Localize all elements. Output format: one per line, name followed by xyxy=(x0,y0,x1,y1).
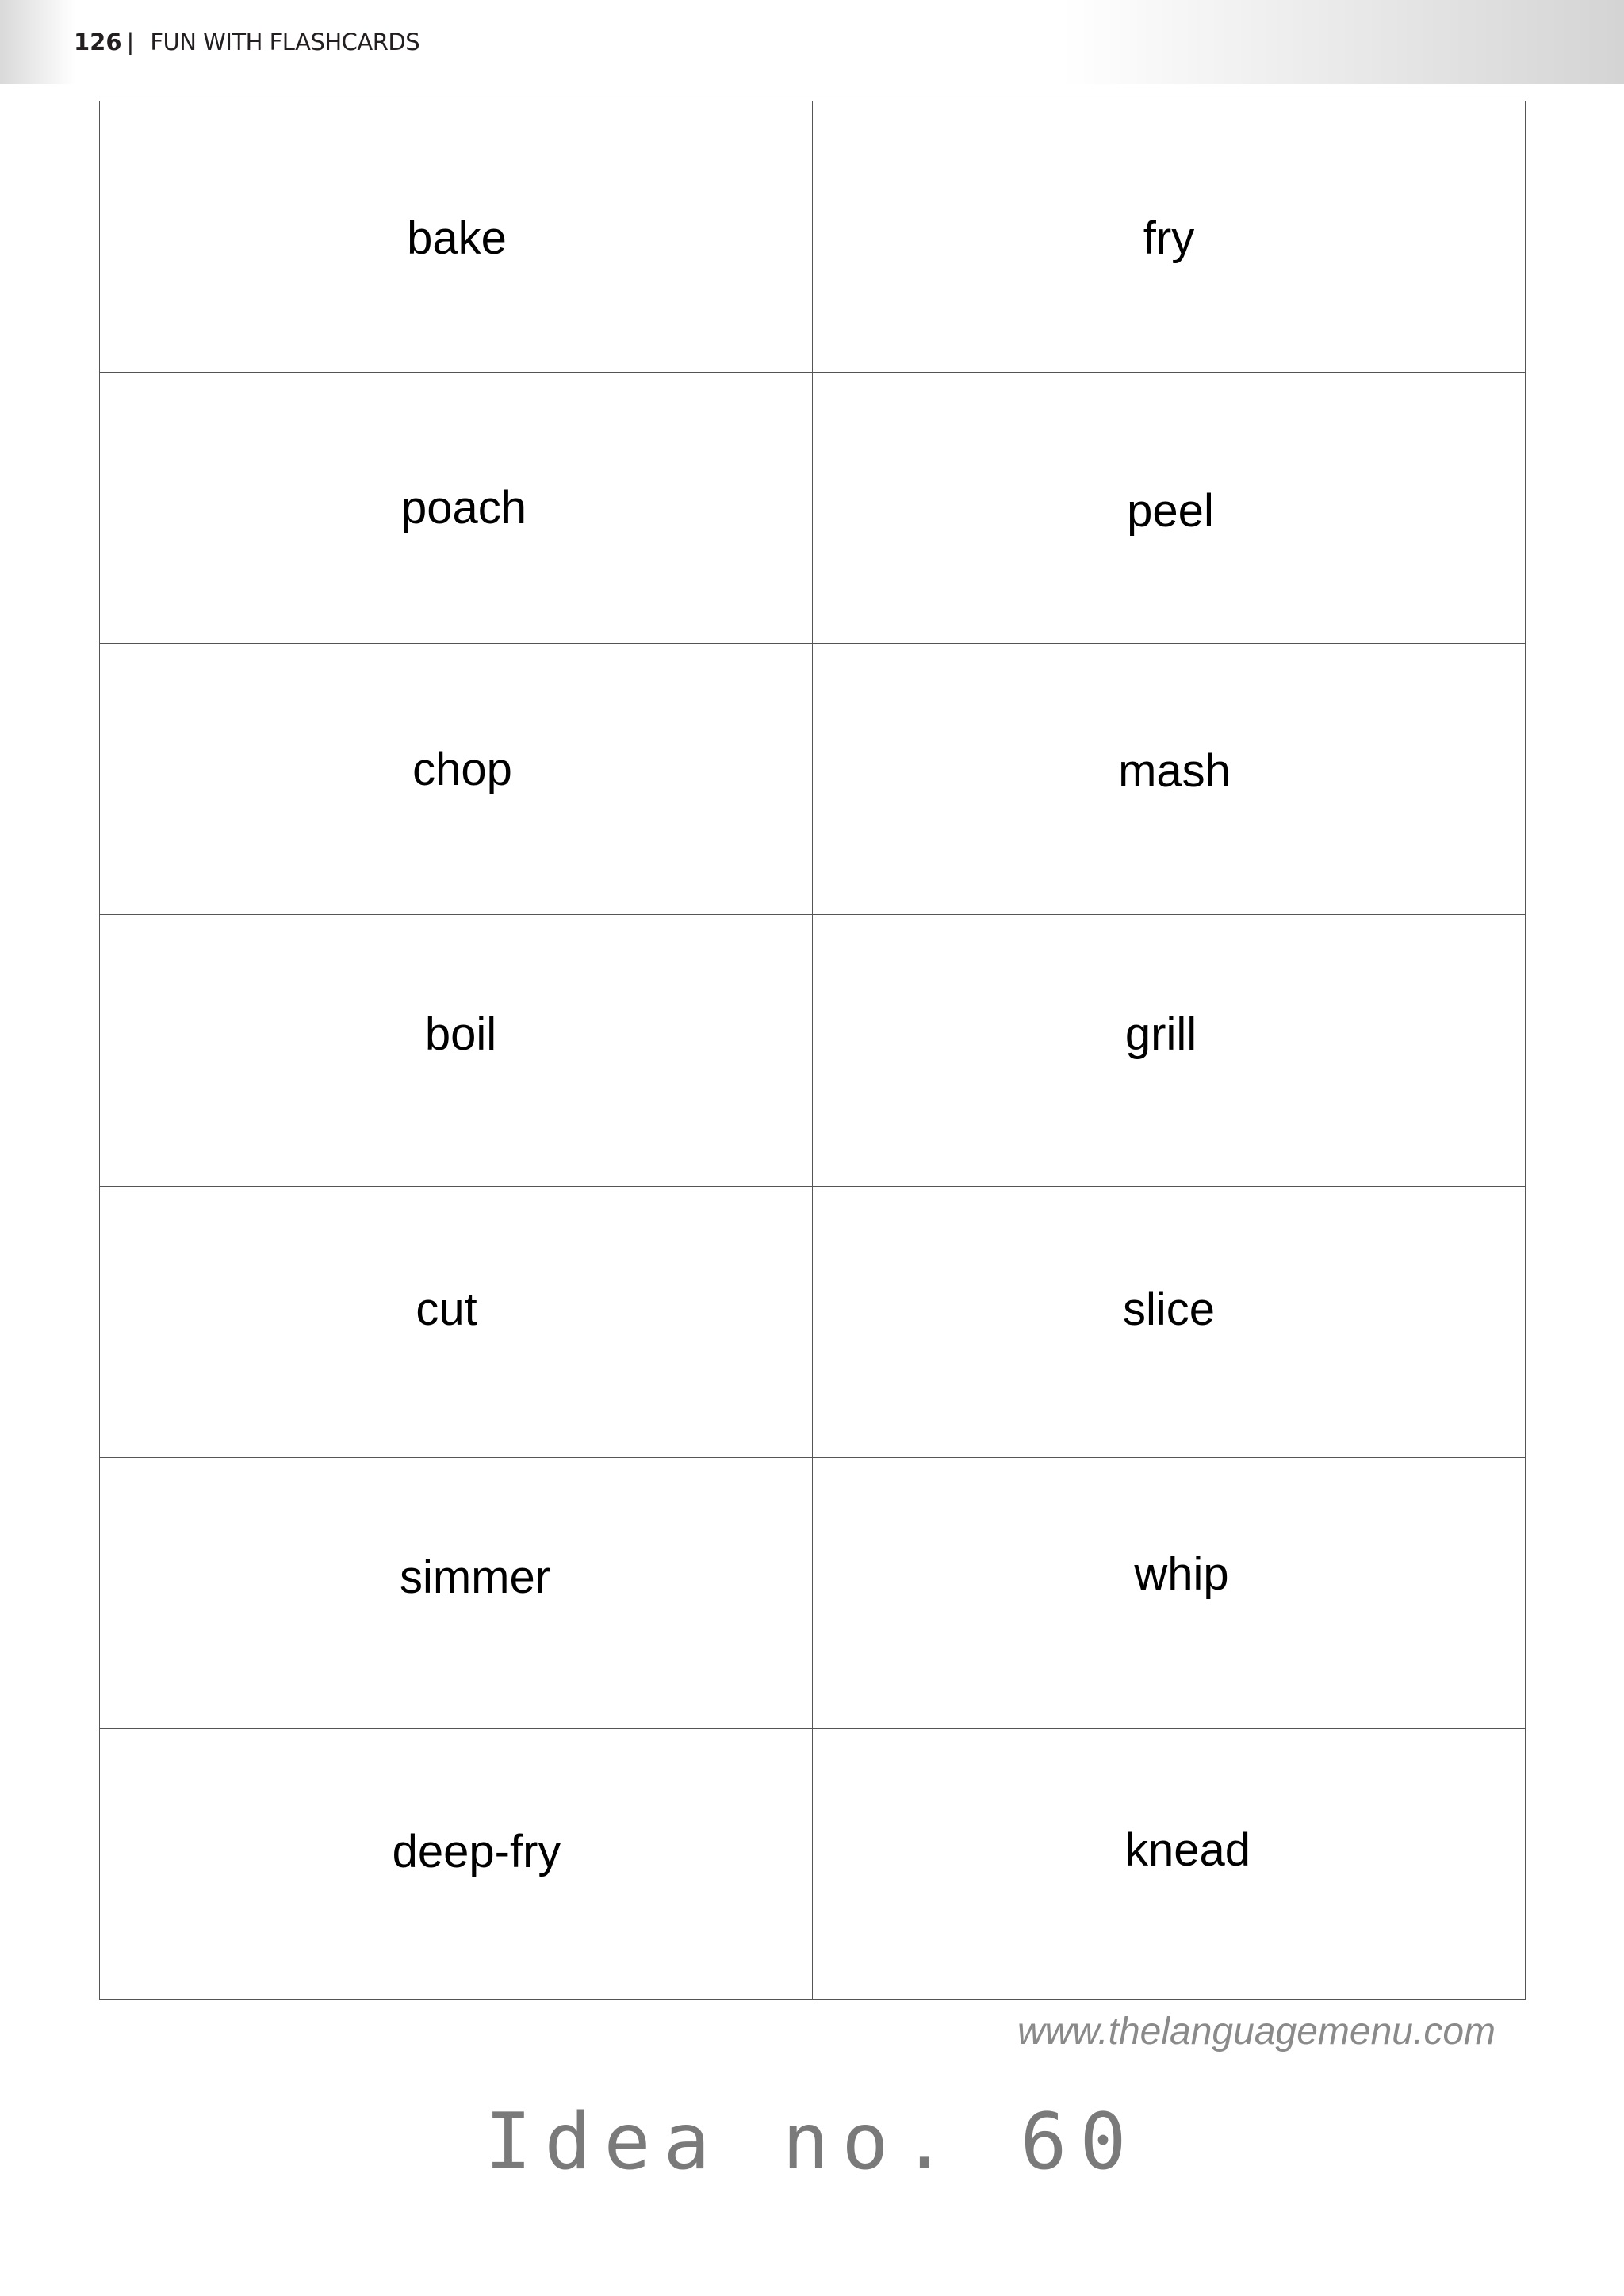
flashcard xyxy=(813,373,1526,644)
flashcard-grid xyxy=(99,101,1526,2000)
flashcard-word: knead xyxy=(1124,1823,1251,1876)
section-title: FUN WITH FLASHCARDS xyxy=(150,29,420,55)
flashcard-word: chop xyxy=(412,744,512,796)
running-header xyxy=(74,22,419,62)
flashcard-word: fry xyxy=(1143,212,1195,265)
flashcard-word: mash xyxy=(1118,745,1231,798)
flashcard-word: simmer xyxy=(399,1551,551,1603)
flashcard-word: poach xyxy=(400,482,527,534)
header-separator: | xyxy=(126,29,135,55)
website-url: www.thelanguagemenu.com xyxy=(1017,2011,1496,2053)
flashcard-word: peel xyxy=(1127,485,1214,538)
flashcard xyxy=(813,1187,1526,1458)
flashcard xyxy=(813,101,1526,373)
flashcard-word: grill xyxy=(1124,1008,1197,1061)
flashcard xyxy=(100,101,813,373)
flashcard xyxy=(100,1458,813,1729)
flashcard xyxy=(100,915,813,1186)
flashcard xyxy=(100,1187,813,1458)
flashcard-word: bake xyxy=(407,212,507,265)
flashcard xyxy=(813,644,1526,915)
flashcard-word: slice xyxy=(1122,1283,1216,1335)
flashcard xyxy=(813,1729,1526,2000)
flashcard-word: boil xyxy=(424,1008,497,1061)
flashcard xyxy=(813,1458,1526,1729)
flashcard-word: whip xyxy=(1134,1548,1229,1600)
idea-number-label: Idea no. 60 xyxy=(485,2097,1139,2187)
flashcard-word: deep-fry xyxy=(392,1825,561,1877)
page-number: 126 xyxy=(74,29,122,55)
flashcard xyxy=(100,373,813,644)
flashcard xyxy=(100,644,813,915)
flashcard-word: cut xyxy=(416,1283,477,1335)
flashcard xyxy=(813,915,1526,1186)
flashcard xyxy=(100,1729,813,2000)
